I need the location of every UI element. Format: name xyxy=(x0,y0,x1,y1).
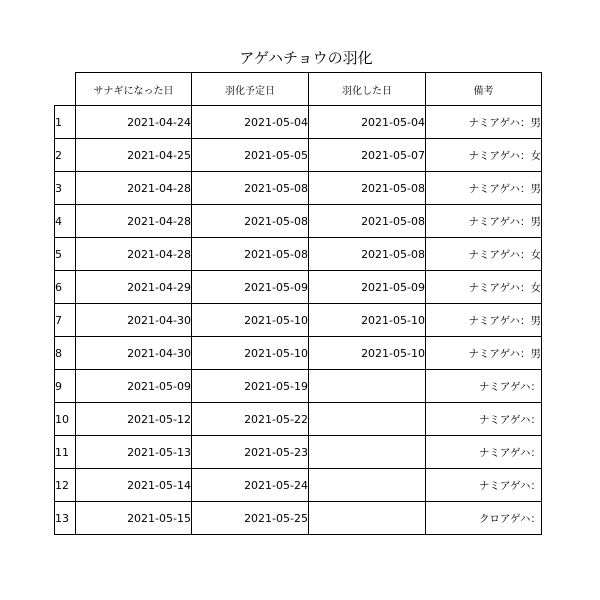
emerged-date-cell: 2021-05-08 xyxy=(309,172,426,205)
row-number-cell: 12 xyxy=(55,469,76,502)
note-cell: ナミアゲハ： xyxy=(426,469,542,502)
note-cell: ナミアゲハ：女 xyxy=(426,271,542,304)
table-row xyxy=(55,502,542,535)
pupa-date-cell: 2021-04-28 xyxy=(76,205,192,238)
table-row xyxy=(55,469,542,502)
table-row xyxy=(55,106,542,139)
table-row xyxy=(55,172,542,205)
table-body xyxy=(55,106,542,535)
row-number-cell: 8 xyxy=(55,337,76,370)
note-cell: ナミアゲハ： xyxy=(426,370,542,403)
emerged-date-cell: 2021-05-09 xyxy=(309,271,426,304)
planned-date-cell: 2021-05-19 xyxy=(192,370,309,403)
planned-date-cell: 2021-05-25 xyxy=(192,502,309,535)
emerged-date-cell: 2021-05-10 xyxy=(309,337,426,370)
emergence-table xyxy=(54,72,542,535)
planned-date-cell: 2021-05-04 xyxy=(192,106,309,139)
row-number-cell: 11 xyxy=(55,436,76,469)
emerged-date-cell xyxy=(309,436,426,469)
note-cell: ナミアゲハ： xyxy=(426,403,542,436)
planned-date-cell: 2021-05-23 xyxy=(192,436,309,469)
pupa-date-cell: 2021-04-30 xyxy=(76,304,192,337)
row-number-cell: 6 xyxy=(55,271,76,304)
page-title: アゲハチョウの羽化 xyxy=(239,49,373,67)
pupa-date-cell: 2021-04-28 xyxy=(76,238,192,271)
note-cell: ナミアゲハ：男 xyxy=(426,337,542,370)
pupa-date-cell: 2021-04-29 xyxy=(76,271,192,304)
emerged-date-cell: 2021-05-04 xyxy=(309,106,426,139)
row-number-cell: 10 xyxy=(55,403,76,436)
pupa-date-cell: 2021-04-24 xyxy=(76,106,192,139)
emerged-date-cell xyxy=(309,502,426,535)
note-cell: ナミアゲハ：男 xyxy=(426,304,542,337)
planned-date-cell: 2021-05-10 xyxy=(192,304,309,337)
table-row xyxy=(55,370,542,403)
emerged-date-cell: 2021-05-08 xyxy=(309,238,426,271)
header-pupa-date: サナギになった日 xyxy=(76,73,192,106)
table-row xyxy=(55,139,542,172)
emerged-date-cell xyxy=(309,403,426,436)
note-cell: ナミアゲハ：男 xyxy=(426,172,542,205)
emerged-date-cell xyxy=(309,370,426,403)
pupa-date-cell: 2021-05-12 xyxy=(76,403,192,436)
table-row xyxy=(55,271,542,304)
row-number-cell: 13 xyxy=(55,502,76,535)
header-corner xyxy=(55,73,76,106)
row-number-cell: 9 xyxy=(55,370,76,403)
note-cell: ナミアゲハ：女 xyxy=(426,139,542,172)
pupa-date-cell: 2021-04-25 xyxy=(76,139,192,172)
note-cell: ナミアゲハ：男 xyxy=(426,205,542,238)
row-number-cell: 1 xyxy=(55,106,76,139)
pupa-date-cell: 2021-05-09 xyxy=(76,370,192,403)
emerged-date-cell: 2021-05-10 xyxy=(309,304,426,337)
planned-date-cell: 2021-05-08 xyxy=(192,238,309,271)
emerged-date-cell: 2021-05-08 xyxy=(309,205,426,238)
table-row xyxy=(55,337,542,370)
row-number-cell: 5 xyxy=(55,238,76,271)
note-cell: ナミアゲハ：女 xyxy=(426,238,542,271)
note-cell: クロアゲハ： xyxy=(426,502,542,535)
planned-date-cell: 2021-05-09 xyxy=(192,271,309,304)
row-number-cell: 3 xyxy=(55,172,76,205)
planned-date-cell: 2021-05-05 xyxy=(192,139,309,172)
emerged-date-cell xyxy=(309,469,426,502)
planned-date-cell: 2021-05-08 xyxy=(192,205,309,238)
planned-date-cell: 2021-05-22 xyxy=(192,403,309,436)
pupa-date-cell: 2021-05-14 xyxy=(76,469,192,502)
note-cell: ナミアゲハ： xyxy=(426,436,542,469)
table-header-row xyxy=(55,73,542,106)
planned-date-cell: 2021-05-08 xyxy=(192,172,309,205)
row-number-cell: 7 xyxy=(55,304,76,337)
note-cell: ナミアゲハ：男 xyxy=(426,106,542,139)
table-row xyxy=(55,304,542,337)
pupa-date-cell: 2021-05-13 xyxy=(76,436,192,469)
header-note: 備考 xyxy=(426,73,542,106)
planned-date-cell: 2021-05-24 xyxy=(192,469,309,502)
table-row xyxy=(55,436,542,469)
header-planned-date: 羽化予定日 xyxy=(192,73,309,106)
header-emerged-date: 羽化した日 xyxy=(309,73,426,106)
planned-date-cell: 2021-05-10 xyxy=(192,337,309,370)
pupa-date-cell: 2021-04-30 xyxy=(76,337,192,370)
row-number-cell: 4 xyxy=(55,205,76,238)
pupa-date-cell: 2021-04-28 xyxy=(76,172,192,205)
table-row xyxy=(55,403,542,436)
pupa-date-cell: 2021-05-15 xyxy=(76,502,192,535)
emerged-date-cell: 2021-05-07 xyxy=(309,139,426,172)
row-number-cell: 2 xyxy=(55,139,76,172)
table-row xyxy=(55,238,542,271)
table-row xyxy=(55,205,542,238)
